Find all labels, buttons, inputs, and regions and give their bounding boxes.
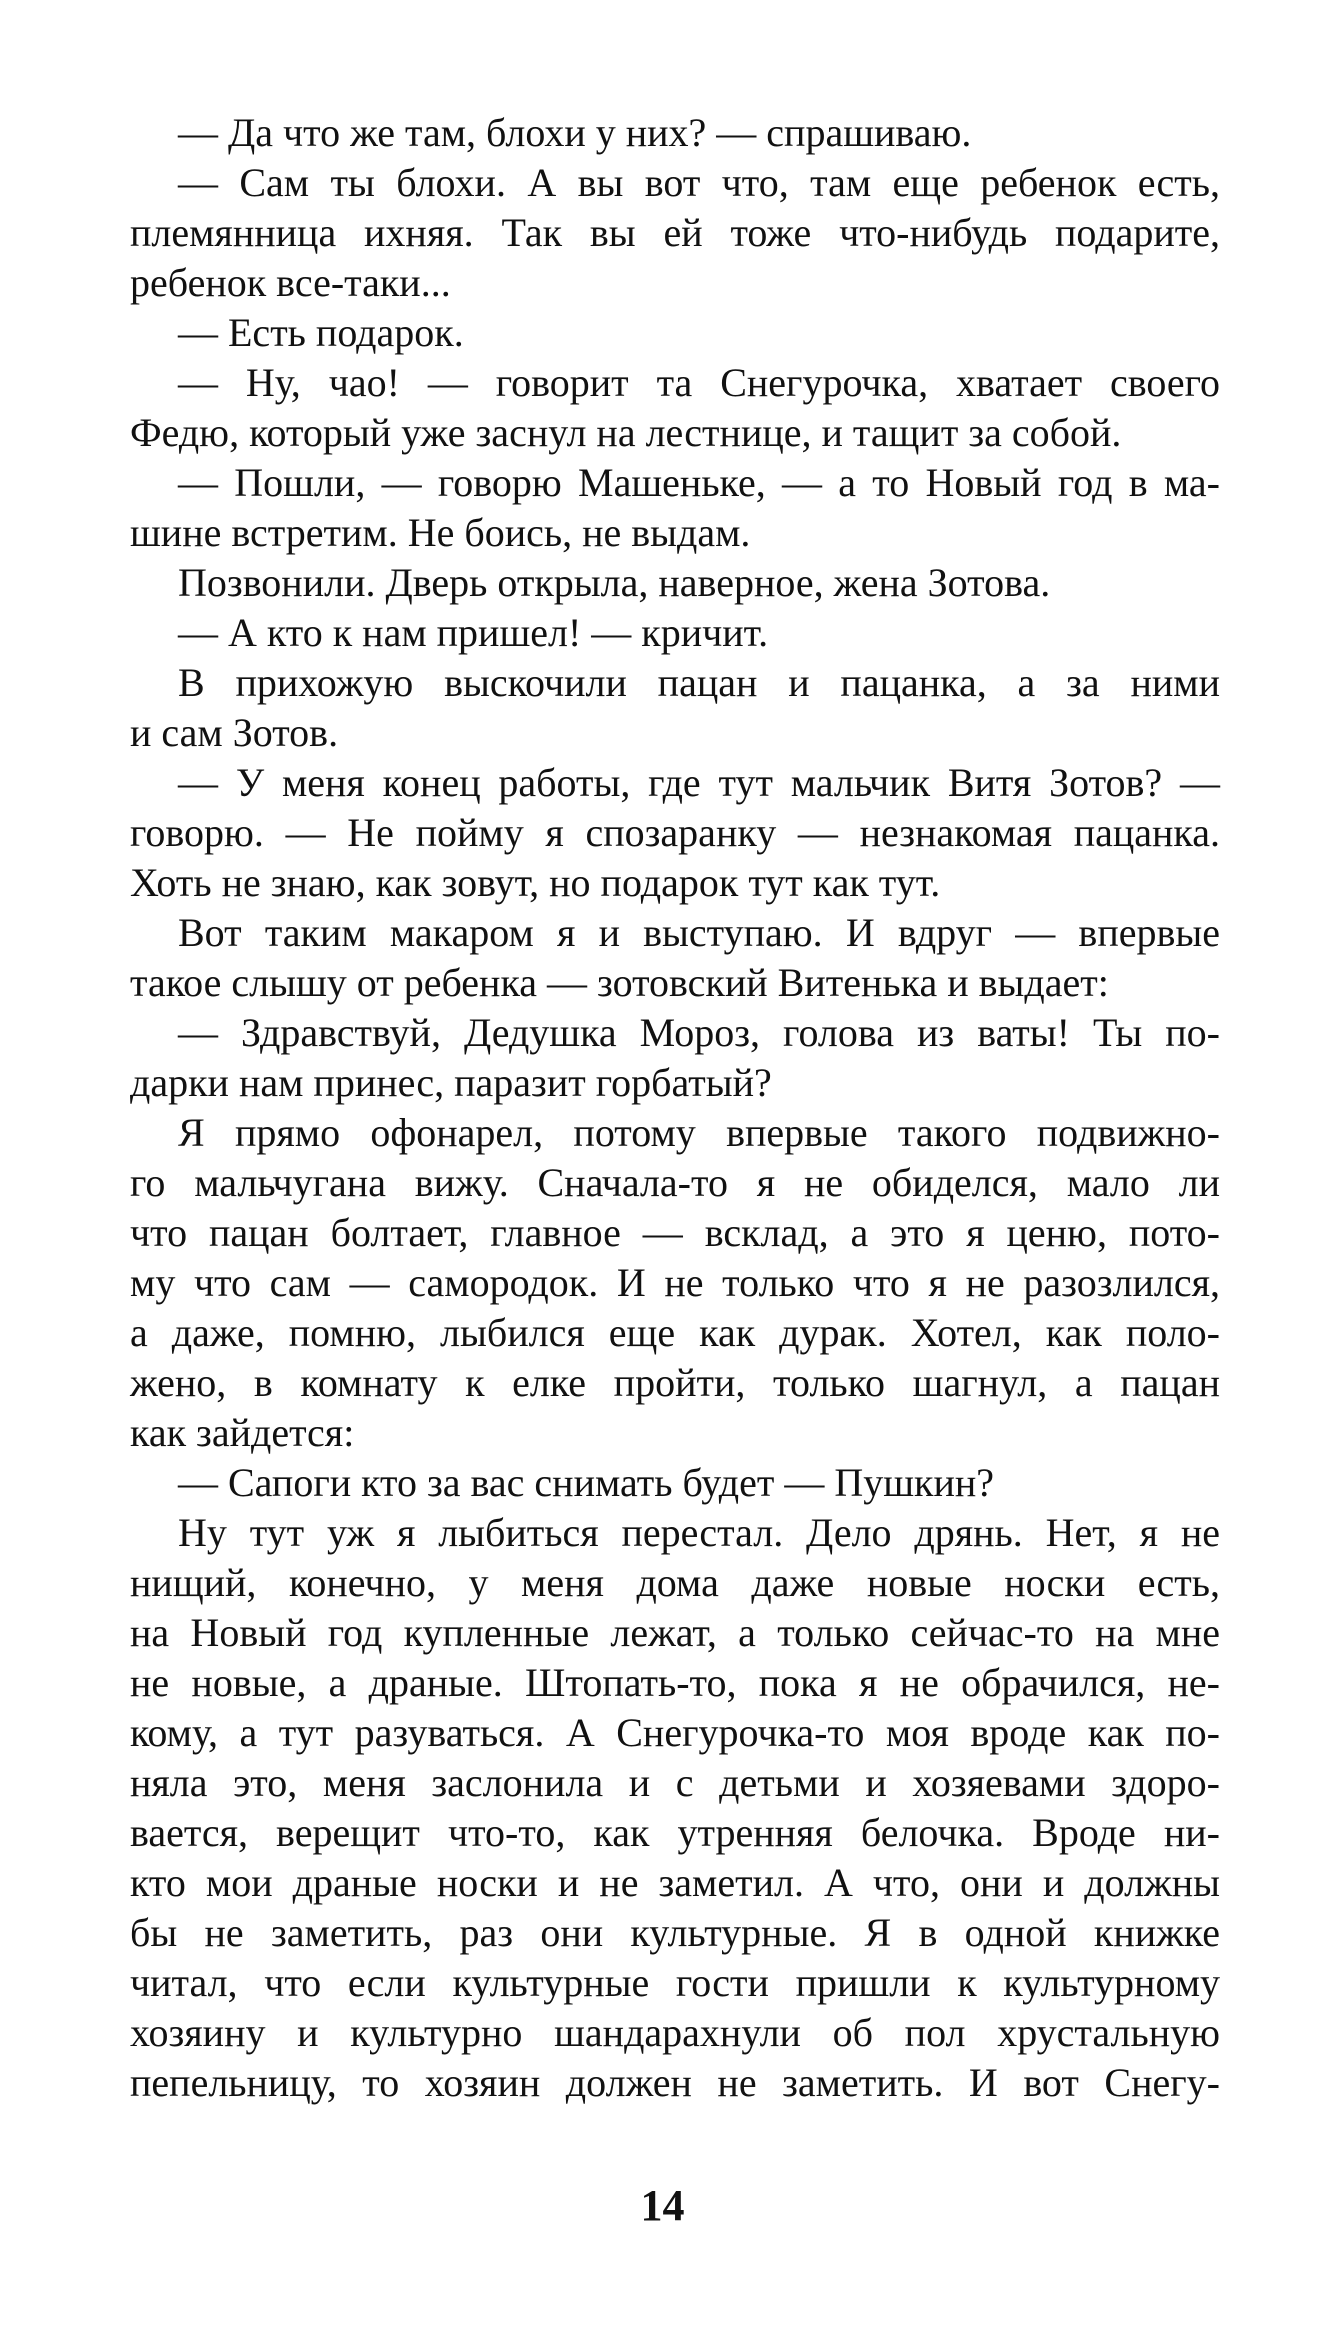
text-line: как зайдется: [130, 1410, 355, 1455]
text-line: говорю. — Не пойму я спозаранку — незнакомая пацанка. [130, 810, 1220, 855]
text-line: вается, верещит что-то, как утренняя белочка. Вроде ни- [130, 1810, 1220, 1855]
text-line: — Ну, чао! — говорит та Снегурочка, хватает своего [178, 360, 1220, 405]
text-line: и сам Зотов. [130, 710, 339, 755]
text-line: — Пошли, — говорю Машеньке, — а то Новый год в ма- [178, 460, 1220, 505]
text-line: — Сам ты блохи. А вы вот что, там еще ребенок есть, [178, 160, 1220, 205]
text-line: пепельницу, то хозяин должен не заметить. И вот Снегу- [130, 2060, 1220, 2105]
text-line: не новые, а драные. Штопать-то, пока я не обрачился, не- [130, 1660, 1220, 1705]
text-line: а даже, помню, лыбился еще как дурак. Хотел, как поло- [130, 1310, 1220, 1355]
text-line: ребенок все-таки... [130, 260, 451, 305]
text-line: Вот таким макаром я и выступаю. И вдруг — впервые [178, 910, 1220, 955]
text-line: читал, что если культурные гости пришли к культурному [130, 1960, 1220, 2005]
text-line: Хоть не знаю, как зовут, но подарок тут как тут. [130, 860, 941, 905]
text-line: Позвонили. Дверь открыла, наверное, жена Зотова. [178, 560, 1051, 605]
text-line: шине встретим. Не боись, не выдам. [130, 510, 751, 555]
text-line: жено, в комнату к елке пройти, только шагнул, а пацан [130, 1360, 1220, 1405]
text-line: дарки нам принес, паразит горбатый? [130, 1060, 772, 1105]
text-line: что пацан болтает, главное — всклад, а это я ценю, пото- [130, 1210, 1220, 1255]
text-line: на Новый год купленные лежат, а только сейчас-то на мне [130, 1610, 1220, 1655]
text-line: племянница ихняя. Так вы ей тоже что-нибудь подарите, [130, 210, 1220, 255]
text-line: го мальчугана вижу. Сначала-то я не обиделся, мало ли [130, 1160, 1220, 1205]
text-line: — Да что же там, блохи у них? — спрашиваю. [178, 110, 972, 155]
text-line: нищий, конечно, у меня дома даже новые носки есть, [130, 1560, 1220, 1605]
text-line: му что сам — самородок. И не только что я не разозлился, [130, 1260, 1220, 1305]
text-line: — Сапоги кто за вас снимать будет — Пушкин? [178, 1460, 995, 1505]
text-line: кому, а тут разуваться. А Снегурочка-то моя вроде как по- [130, 1710, 1220, 1755]
text-line: Я прямо офонарел, потому впервые такого подвижно- [178, 1110, 1220, 1155]
text-line: — У меня конец работы, где тут мальчик Витя Зотов? — [178, 760, 1220, 805]
text-line: Ну тут уж я лыбиться перестал. Дело дрянь. Нет, я не [178, 1510, 1220, 1555]
page-text [130, 108, 1220, 2108]
text-line: такое слышу от ребенка — зотовский Витенька и выдает: [130, 960, 1109, 1005]
text-line: няла это, меня заслонила и с детьми и хозяевами здоро- [130, 1760, 1220, 1805]
text-line: Федю, который уже заснул на лестнице, и тащит за собой. [130, 410, 1122, 455]
page-number: 14 [640, 2181, 685, 2230]
text-line: — Есть подарок. [178, 310, 464, 355]
text-line: — Здравствуй, Дедушка Мороз, голова из ваты! Ты по- [178, 1010, 1220, 1055]
text-line: хозяину и культурно шандарахнули об пол хрустальную [130, 2010, 1220, 2055]
text-line: В прихожую выскочили пацан и пацанка, а за ними [178, 660, 1220, 705]
text-line: бы не заметить, раз они культурные. Я в одной книжке [130, 1910, 1220, 1955]
text-line: кто мои драные носки и не заметил. А что, они и должны [130, 1860, 1220, 1905]
text-line: — А кто к нам пришел! — кричит. [178, 610, 769, 655]
